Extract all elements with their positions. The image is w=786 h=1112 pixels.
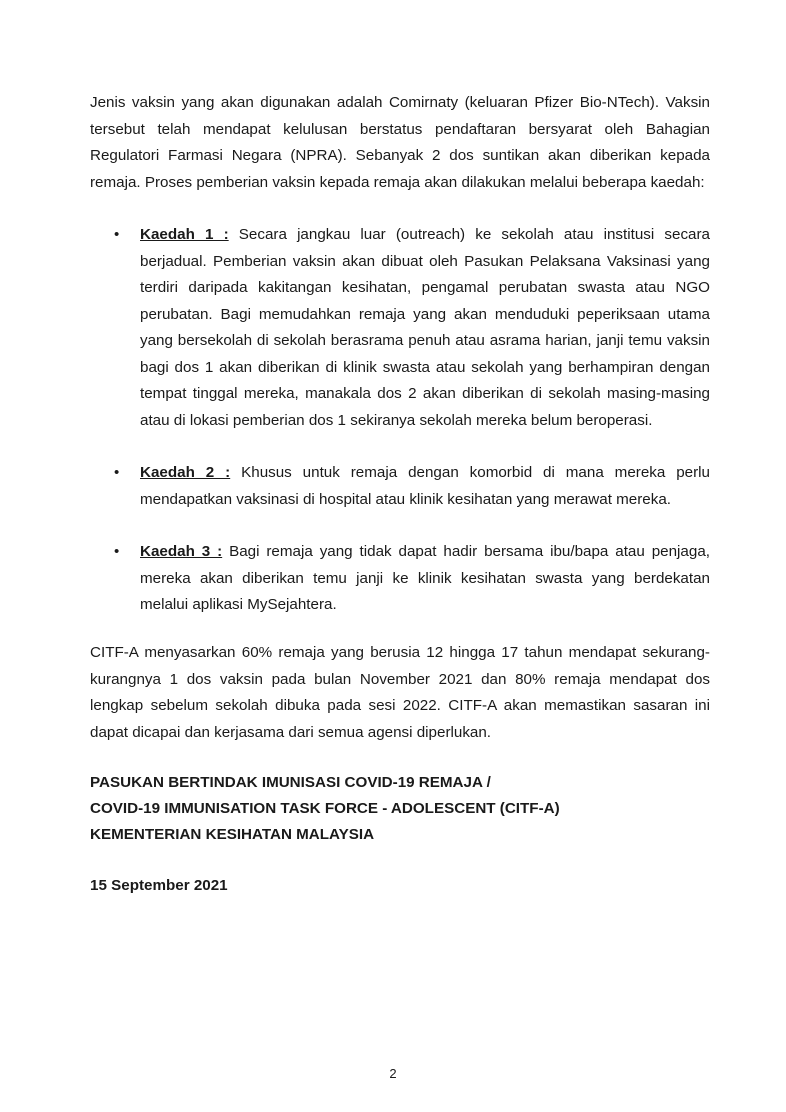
signature-block — [90, 770, 710, 848]
signature-line: COVID-19 IMMUNISATION TASK FORCE - ADOLESCENT (CITF-A) — [90, 800, 560, 817]
method-text: Khusus untuk remaja dengan komorbid di mana mereka perlu mendapatkan vaksinasi di hospital atau klinik kesihatan yang merawat mereka. — [140, 464, 711, 508]
document-date: 15 September 2021 — [90, 877, 228, 894]
page-number: 2 — [389, 1066, 397, 1081]
signature-line: PASUKAN BERTINDAK IMUNISASI COVID-19 REMAJA / — [90, 774, 491, 791]
method-label: Kaedah 2 : — [140, 464, 231, 481]
bullet-icon: • — [114, 464, 120, 481]
bullet-icon: • — [114, 543, 120, 560]
list-item — [90, 460, 710, 513]
intro-paragraph: Jenis vaksin yang akan digunakan adalah Comirnaty (keluaran Pfizer Bio-NTech). Vaksin tersebut telah mendapat kelulusan berstatus pendaftaran bersyarat oleh Bahagian Regulatori Farmasi Negara (NPRA). Sebanyak 2 dos suntikan akan diberikan kepada remaja. Proses pemberian vaksin kepada remaja akan dilakukan melalui beberapa kaedah: — [90, 94, 710, 191]
signature-line: KEMENTERIAN KESIHATAN MALAYSIA — [90, 826, 375, 843]
list-item — [90, 539, 710, 619]
method-text: Secara jangkau luar (outreach) ke sekolah atau institusi secara berjadual. Pemberian vaksin akan dibuat oleh Pasukan Pelaksana Vaksinasi yang terdiri daripada kakitangan kesihatan, pengamal perubatan swasta atau NGO perubatan. Bagi memudahkan remaja yang akan menduduki peperiksaan utama yang bersekolah di sekolah berasrama penuh atau asrama harian, janji temu vaksin bagi dos 1 akan diberikan di klinik swasta atau sekolah yang berhampiran dengan tempat tinggal mereka, manakala dos 2 akan diberikan di sekolah masing-masing atau di lokasi pemberian dos 1 sekiranya sekolah mereka belum beroperasi. — [140, 226, 710, 429]
bullet-icon: • — [114, 226, 120, 243]
list-item — [90, 222, 710, 434]
target-paragraph: CITF-A menyasarkan 60% remaja yang berusia 12 hingga 17 tahun mendapat sekurang-kurangnya 1 dos vaksin pada bulan November 2021 dan 80% remaja mendapat dos lengkap sebelum sekolah dibuka pada sesi 2022. CITF-A akan memastikan sasaran ini dapat dicapai dan kerjasama dari semua agensi diperlukan. — [90, 644, 710, 741]
method-label: Kaedah 1 : — [140, 226, 229, 243]
method-text: Bagi remaja yang tidak dapat hadir bersama ibu/bapa atau penjaga, mereka akan diberikan temu janji ke klinik kesihatan swasta yang berdekatan melalui aplikasi MySejahtera. — [140, 543, 710, 613]
method-label: Kaedah 3 : — [140, 543, 223, 560]
method-list — [90, 222, 710, 619]
